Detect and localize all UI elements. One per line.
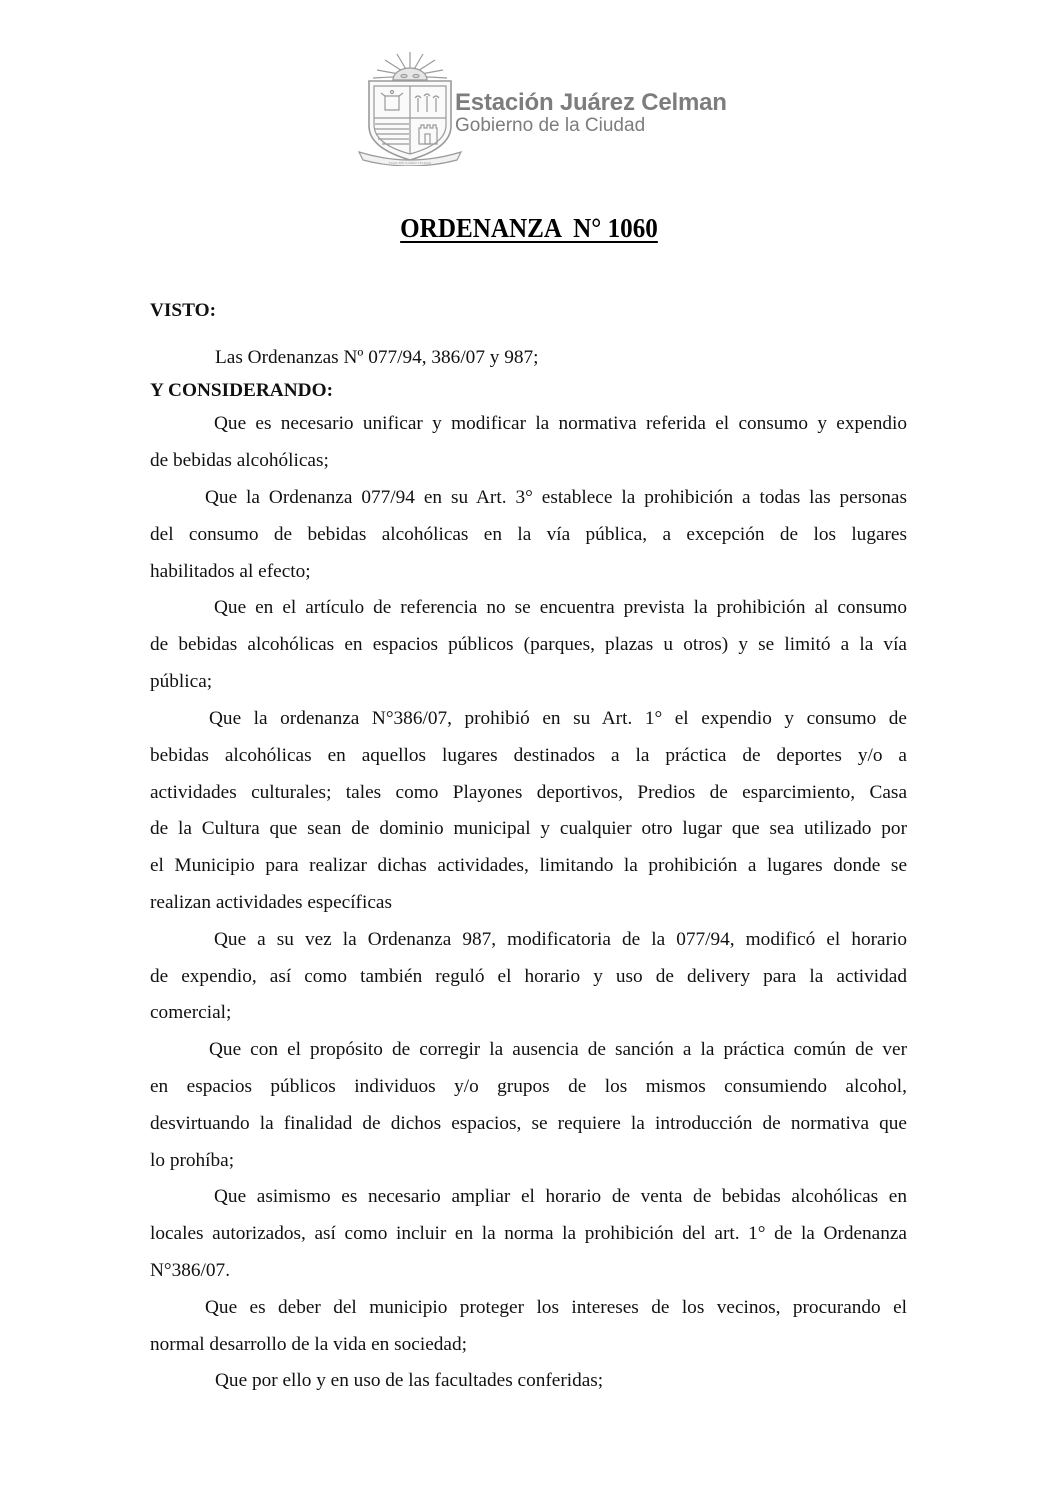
paragraph-line: N°386/07. — [150, 1260, 231, 1281]
paragraph-line: comercial; — [150, 1002, 232, 1023]
brand-block — [455, 90, 727, 136]
paragraph-line: de la Cultura que sean de dominio municipal y cualquier otro lugar que sea utilizado por — [150, 818, 907, 839]
paragraph-line: Que por ello y en uso de las facultades conferidas; — [215, 1370, 604, 1391]
svg-text:ESTACIÓN JUÁREZ CELMAN: ESTACIÓN JUÁREZ CELMAN — [388, 161, 432, 165]
paragraph-line: de expendio, así como también reguló el horario y uso de delivery para la actividad — [150, 966, 907, 987]
paragraph-line: lo prohíba; — [150, 1150, 235, 1171]
paragraph-line: en espacios públicos individuos y/o grupos de los mismos consumiendo alcohol, — [150, 1076, 907, 1097]
paragraph-line: actividades culturales; tales como Playones deportivos, Predios de esparcimiento, Casa — [150, 782, 907, 803]
paragraph-line: Que con el propósito de corregir la ausencia de sanción a la práctica común de ver — [209, 1039, 907, 1060]
paragraph-line: Que la ordenanza N°386/07, prohibió en su Art. 1° el expendio y consumo de — [209, 708, 907, 729]
brand-name: Estación Juárez Celman — [455, 89, 727, 116]
paragraph-line: Que a su vez la Ordenanza 987, modificatoria de la 077/94, modificó el horario — [214, 929, 907, 950]
brand-subtitle: Gobierno de la Ciudad — [455, 115, 646, 136]
header-logo — [355, 48, 725, 166]
considerando-heading: Y CONSIDERANDO: — [150, 380, 334, 401]
paragraph-line: Que asimismo es necesario ampliar el horario de venta de bebidas alcohólicas en — [214, 1186, 907, 1207]
visto-text: Las Ordenanzas Nº 077/94, 386/07 y 987; — [215, 347, 539, 368]
paragraph-line: de bebidas alcohólicas en espacios públicos (parques, plazas u otros) y se limitó a la vía — [150, 634, 907, 655]
visto-heading: VISTO: — [150, 300, 217, 321]
paragraph-line: Que la Ordenanza 077/94 en su Art. 3° establece la prohibición a todas las personas — [205, 487, 907, 508]
paragraph-line: bebidas alcohólicas en aquellos lugares destinados a la práctica de deportes y/o a — [150, 745, 907, 766]
paragraph-line: del consumo de bebidas alcohólicas en la vía pública, a excepción de los lugares — [150, 524, 907, 545]
document-title — [37, 213, 1021, 244]
paragraph-line: habilitados al efecto; — [150, 561, 311, 582]
paragraph-line: pública; — [150, 671, 213, 692]
paragraph-line: locales autorizados, así como incluir en la norma la prohibición del art. 1° de la Ordenanza — [150, 1223, 907, 1244]
paragraph-line: Que es deber del municipio proteger los intereses de los vecinos, procurando el — [205, 1297, 907, 1318]
paragraph-line: Que en el artículo de referencia no se encuentra prevista la prohibición al consumo — [214, 597, 907, 618]
paragraph-line: desvirtuando la finalidad de dichos espacios, se requiere la introducción de normativa que — [150, 1113, 907, 1134]
coat-of-arms-icon — [355, 48, 465, 166]
paragraph-line: realizan actividades específicas — [150, 892, 392, 913]
paragraph-line: Que es necesario unificar y modificar la normativa referida el consumo y expendio — [214, 413, 907, 434]
paragraph-line: de bebidas alcohólicas; — [150, 450, 329, 471]
paragraph-line: normal desarrollo de la vida en sociedad; — [150, 1334, 467, 1355]
paragraph-line: el Municipio para realizar dichas actividades, limitando la prohibición a lugares donde se — [150, 855, 907, 876]
ordinance-number: ORDENANZA N° 1060 — [400, 213, 658, 243]
